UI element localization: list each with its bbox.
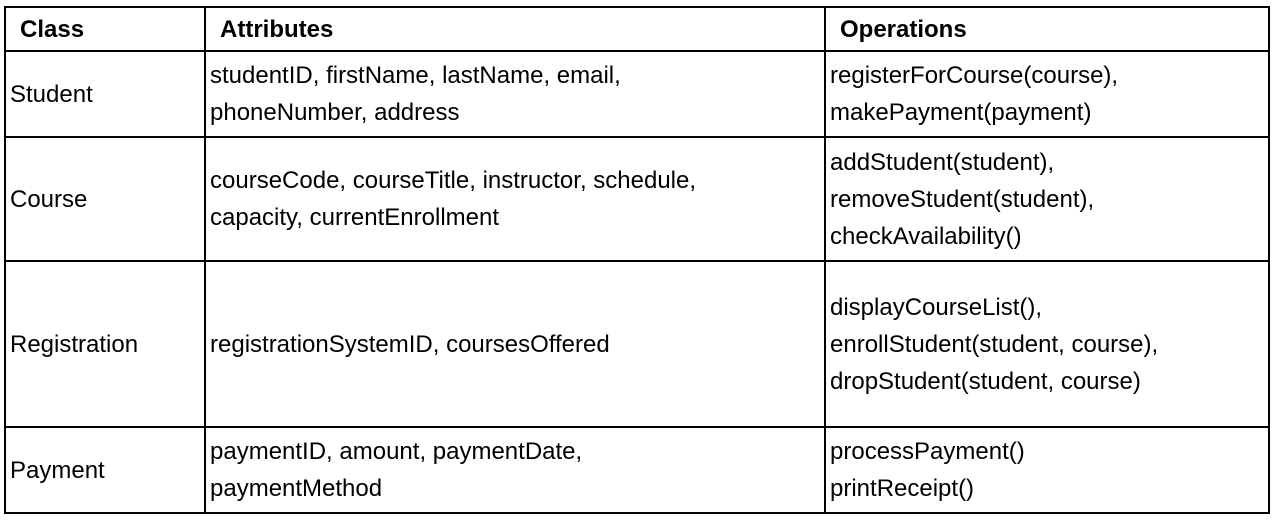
table-row	[5, 51, 1269, 137]
attributes-line: courseCode, courseTitle, instructor, schedule,	[210, 167, 697, 194]
operations-line: addStudent(student),	[830, 148, 1055, 176]
operations-cell	[825, 51, 1269, 137]
attributes-line: phoneNumber, address	[210, 99, 460, 126]
operations-line: displayCourseList(),	[830, 293, 1043, 321]
header-row	[5, 7, 1269, 51]
attributes-line: capacity, currentEnrollment	[210, 204, 500, 231]
table-row	[5, 427, 1269, 513]
table-row	[5, 261, 1269, 427]
operations-line: checkAvailability()	[830, 222, 1022, 250]
operations-line: registerForCourse(course),	[830, 62, 1119, 89]
class-name-cell: Student	[5, 51, 205, 137]
operations-line: makePayment(payment)	[830, 99, 1092, 126]
attributes-line: studentID, firstName, lastName, email,	[210, 62, 621, 89]
operations-line: processPayment()	[830, 438, 1025, 465]
operations-cell	[825, 427, 1269, 513]
operations-line: printReceipt()	[830, 475, 975, 502]
operations-cell	[825, 137, 1269, 261]
operations-line: enrollStudent(student, course),	[830, 330, 1159, 358]
class-name-cell: Course	[5, 137, 205, 261]
attributes-cell	[205, 51, 825, 137]
header-operations: Operations	[825, 7, 1269, 51]
operations-line: dropStudent(student, course)	[830, 367, 1141, 395]
attributes-cell	[205, 261, 825, 427]
attributes-cell	[205, 137, 825, 261]
class-name-cell: Payment	[5, 427, 205, 513]
class-table	[4, 6, 1270, 514]
attributes-line: paymentMethod	[210, 475, 383, 502]
attributes-line: registrationSystemID, coursesOffered	[210, 330, 610, 358]
attributes-cell	[205, 427, 825, 513]
table-row	[5, 137, 1269, 261]
header-attributes: Attributes	[205, 7, 825, 51]
operations-cell	[825, 261, 1269, 427]
attributes-line: paymentID, amount, paymentDate,	[210, 438, 583, 465]
operations-line: removeStudent(student),	[830, 185, 1095, 213]
header-class: Class	[5, 7, 205, 51]
class-name-cell: Registration	[5, 261, 205, 427]
